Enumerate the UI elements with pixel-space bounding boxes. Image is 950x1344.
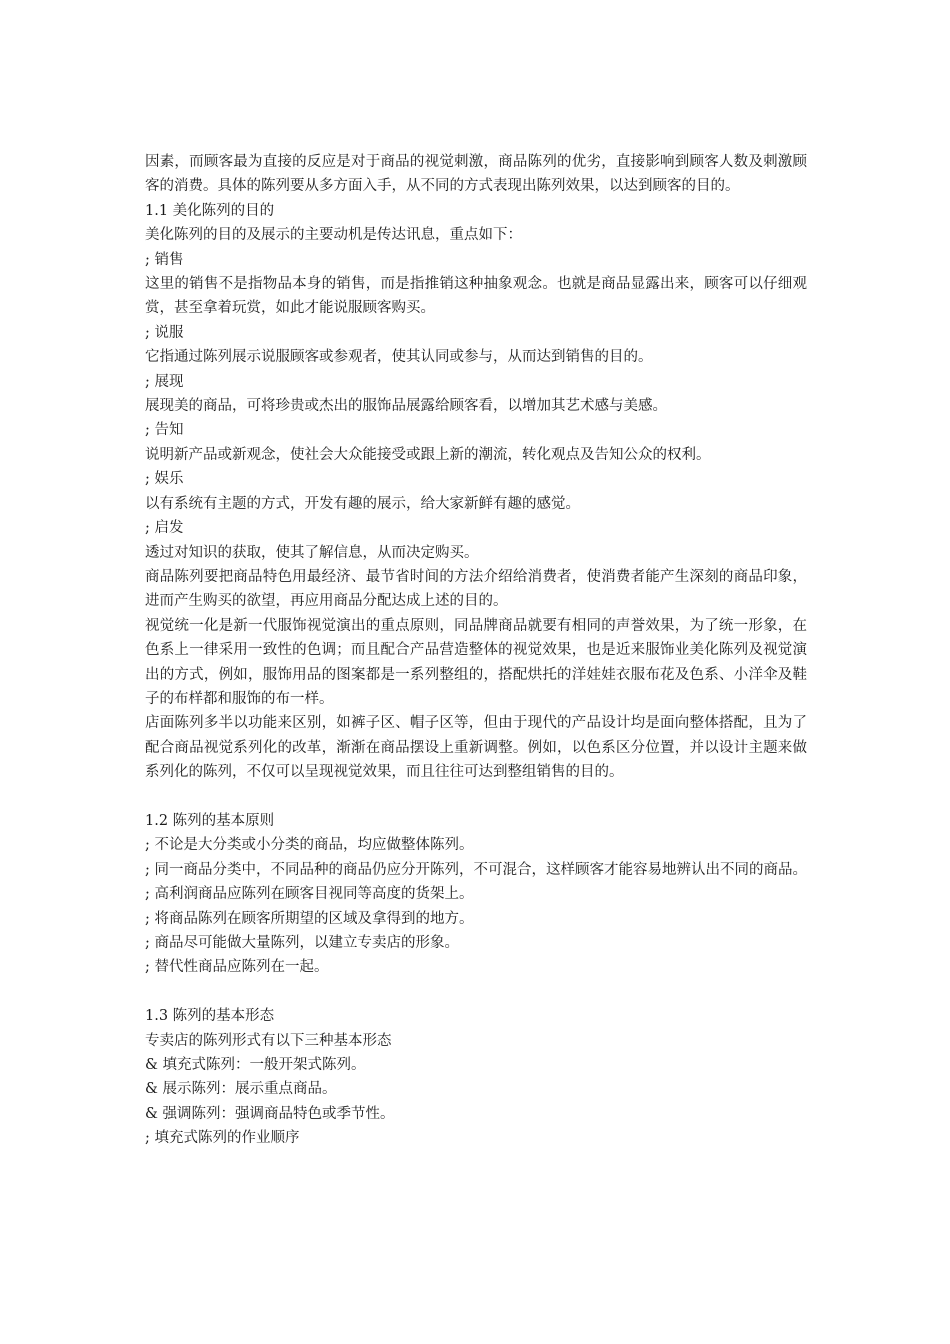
paragraph: 说明新产品或新观念，使社会大众能接受或跟上新的潮流，转化观点及告知公众的权利。: [145, 446, 711, 463]
list-item: ; 替代性商品应陈列在一起。: [145, 959, 329, 976]
paragraph: 商品陈列要把商品特色用最经济、最节省时间的方法介绍给消费者，使消费者能产生深刻的商品印象，进而产生购买的欲望，再应用商品分配达成上述的目的。: [145, 568, 807, 610]
paragraph: 视觉统一化是新一代服饰视觉演出的重点原则，同品牌商品就要有相同的声誉效果，为了统一形象，在色系上一律采用一致性的色调；而且配合产品营造整体的视觉效果，也是近来服饰业美化陈列及视觉演出的方式，例如，服饰用品的图案都是一系列整组的，搭配烘托的洋娃娃衣服布花及色系、小洋伞及鞋子的布样都和服饰的布一样。: [145, 617, 807, 707]
list-item: ; 同一商品分类中，不同品种的商品仍应分开陈列，不可混合，这样顾客才能容易地辨认出不同的商品。: [145, 861, 807, 878]
document-body: [145, 150, 807, 1151]
paragraph: 它指通过陈列展示说服顾客或参观者，使其认同或参与，从而达到销售的目的。: [145, 349, 653, 366]
paragraph: 店面陈列多半以功能来区别，如裤子区、帽子区等，但由于现代的产品设计均是面向整体搭配，且为了配合商品视觉系列化的改革，渐渐在商品摆设上重新调整。例如，以色系区分位置，并以设计主题来做系列化的陈列，不仅可以呈现视觉效果，而且往往可达到整组销售的目的。: [145, 715, 807, 781]
paragraph: 这里的销售不是指物品本身的销售，而是指推销这种抽象观念。也就是商品显露出来，顾客可以仔细观赏，甚至拿着玩赏，如此才能说服顾客购买。: [145, 276, 807, 317]
list-item: & 展示陈列：展示重点商品。: [145, 1081, 337, 1098]
blank-line: [145, 980, 807, 1004]
paragraph: 专卖店的陈列形式有以下三种基本形态: [145, 1032, 392, 1049]
paragraph: 透过对知识的获取，使其了解信息，从而决定购买。: [145, 544, 479, 561]
list-item: ; 商品尽可能做大量陈列，以建立专卖店的形象。: [145, 934, 459, 951]
list-item: ; 销售: [145, 251, 184, 268]
list-item: ; 展现: [145, 373, 184, 390]
section-heading-1-2: 1.2 陈列的基本原则: [145, 812, 275, 829]
list-item: ; 将商品陈列在顾客所期望的区域及拿得到的地方。: [145, 910, 474, 927]
intro-paragraph: 因素，而顾客最为直接的反应是对于商品的视觉刺激，商品陈列的优劣，直接影响到顾客人数及刺激顾客的消费。具体的陈列要从多方面入手，从不同的方式表现出陈列效果，以达到顾客的目的。: [145, 154, 807, 195]
blank-line: [145, 785, 807, 809]
list-item: ; 不论是大分类或小分类的商品，均应做整体陈列。: [145, 837, 474, 854]
list-item: ; 高利润商品应陈列在顾客目视同等高度的货架上。: [145, 886, 474, 903]
list-item: & 填充式陈列：一般开架式陈列。: [145, 1057, 366, 1073]
paragraph: 展现美的商品，可将珍贵或杰出的服饰品展露给顾客看，以增加其艺术感与美感。: [145, 398, 667, 415]
list-item: ; 告知: [145, 422, 184, 439]
section-heading-1-1: 1.1 美化陈列的目的: [145, 202, 275, 219]
list-item: ; 说服: [145, 324, 184, 341]
list-item: ; 启发: [145, 520, 184, 537]
paragraph: 美化陈列的目的及展示的主要动机是传达讯息，重点如下：: [145, 227, 522, 244]
list-item: & 强调陈列：强调商品特色或季节性。: [145, 1105, 395, 1122]
paragraph: 以有系统有主题的方式，开发有趣的展示，给大家新鲜有趣的感觉。: [145, 495, 580, 512]
list-item: ; 娱乐: [145, 471, 184, 488]
section-heading-1-3: 1.3 陈列的基本形态: [145, 1008, 275, 1025]
list-item: ; 填充式陈列的作业顺序: [145, 1130, 300, 1147]
